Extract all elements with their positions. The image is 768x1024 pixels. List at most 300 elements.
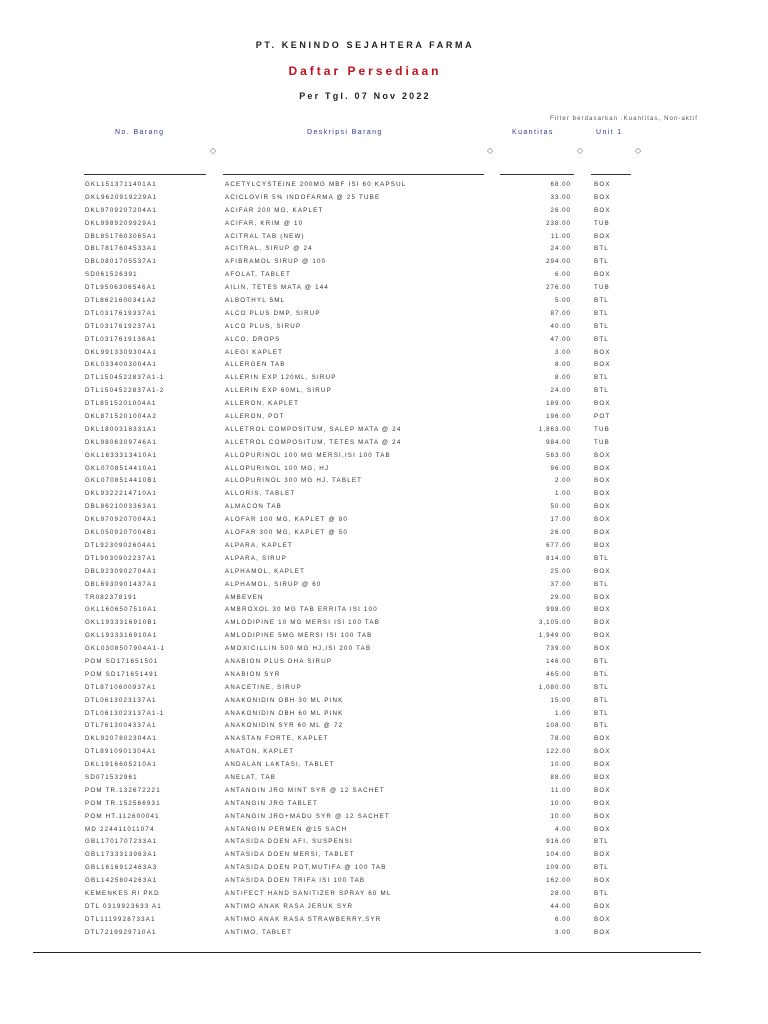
item-quantity: 5.00 bbox=[554, 297, 571, 305]
item-unit: BOX bbox=[594, 877, 611, 885]
item-description: ALCO PLUS DMP, SIRUP bbox=[225, 309, 321, 317]
table-row[interactable] bbox=[0, 361, 768, 374]
item-number: GKL1513711401A1 bbox=[85, 181, 157, 188]
item-description: ACETYLCYSTEINE 200MG MBF ISI 60 KAPSUL bbox=[225, 181, 407, 188]
item-quantity: 33.00 bbox=[550, 193, 571, 201]
item-quantity: 28.00 bbox=[550, 889, 571, 897]
item-quantity: 24.00 bbox=[550, 387, 571, 395]
item-unit: TUB bbox=[594, 284, 610, 292]
item-description: AILIN, TETES MATA @ 144 bbox=[225, 284, 330, 292]
item-quantity: 26.00 bbox=[550, 529, 571, 537]
item-number: DKL9913309304A1 bbox=[85, 348, 158, 356]
column-divider bbox=[223, 174, 484, 175]
item-description: ACICLOVIR 5% INDOFARMA @ 25 TUBE bbox=[225, 193, 381, 201]
item-description: ALOFAR 100 MG, KAPLET @ 80 bbox=[225, 516, 348, 524]
table-row[interactable] bbox=[0, 632, 768, 645]
item-number: DBL0801705537A1 bbox=[85, 258, 158, 266]
table-row[interactable] bbox=[0, 594, 768, 607]
item-number: DTL1504522837A1-2 bbox=[85, 387, 165, 395]
item-description: ANTASIDA DOEN MERSI, TABLET bbox=[225, 851, 355, 859]
item-number: DTL 0319923633 A1 bbox=[85, 902, 162, 910]
item-description: ANAKONIDIN OBH 30 ML PINK bbox=[225, 696, 344, 704]
sort-icon[interactable]: ◇ bbox=[635, 146, 642, 155]
item-description: ALLETROL COMPOSITUM, TETES MATA @ 24 bbox=[225, 438, 402, 446]
item-description: ALOFAR 300 MG, KAPLET @ 50 bbox=[225, 529, 348, 537]
item-number: DKL9207802304A1 bbox=[85, 735, 158, 743]
table-row[interactable] bbox=[0, 581, 768, 594]
item-description: ANELAT, TAB bbox=[225, 773, 277, 781]
item-description: AMBEVEN bbox=[225, 593, 264, 601]
item-unit: BOX bbox=[594, 606, 611, 614]
item-unit: BOX bbox=[594, 593, 611, 601]
item-description: ALLOPURINOL 300 MG HJ, TABLET bbox=[225, 477, 363, 485]
item-unit: TUB bbox=[594, 219, 610, 227]
item-quantity: 108.00 bbox=[546, 722, 571, 730]
item-description: ACITRAL TAB (NEW) bbox=[225, 232, 305, 240]
column-header-no-barang[interactable]: No. Barang bbox=[115, 129, 165, 136]
item-description: ACIFAR, KRIM @ 10 bbox=[225, 219, 304, 227]
item-unit: BOX bbox=[594, 645, 611, 653]
item-quantity: 78.00 bbox=[550, 735, 571, 743]
item-description: ANTIMO ANAK RASA STRAWBERRY,SYR bbox=[225, 915, 382, 923]
item-unit: BTL bbox=[594, 322, 609, 330]
item-number: GBL1425804263A1 bbox=[85, 877, 158, 885]
table-row[interactable] bbox=[0, 271, 768, 284]
column-divider bbox=[500, 174, 574, 175]
item-unit: BOX bbox=[594, 490, 611, 498]
item-quantity: 196.00 bbox=[546, 413, 571, 421]
item-number: KEMENKES RI PKD bbox=[85, 889, 160, 897]
item-description: ALBOTHYL 5ML bbox=[225, 297, 286, 305]
item-unit: BTL bbox=[594, 696, 609, 704]
item-number: DTL1504522837A1-1 bbox=[85, 374, 165, 382]
item-number: GKL0308507904A1-1 bbox=[85, 645, 166, 653]
item-number: DKL9709207004A1 bbox=[85, 516, 158, 524]
item-number: DBL7817604533A1 bbox=[85, 245, 158, 253]
item-quantity: 814.00 bbox=[546, 554, 571, 562]
report-title: Daftar Persediaan bbox=[288, 64, 442, 78]
table-row[interactable] bbox=[0, 426, 768, 439]
item-description: ALPHAMOL, KAPLET bbox=[225, 567, 306, 575]
item-unit: BOX bbox=[594, 181, 611, 188]
item-quantity: 563.00 bbox=[546, 451, 571, 459]
column-divider bbox=[591, 174, 631, 175]
item-unit: BTL bbox=[594, 374, 609, 382]
table-row[interactable] bbox=[0, 220, 768, 233]
sort-icon[interactable]: ◇ bbox=[487, 146, 494, 155]
item-quantity: 6.00 bbox=[554, 915, 571, 923]
table-row[interactable] bbox=[0, 555, 768, 568]
item-unit: BTL bbox=[594, 335, 609, 343]
item-unit: BOX bbox=[594, 761, 611, 769]
item-unit: BOX bbox=[594, 567, 611, 575]
table-row[interactable] bbox=[0, 490, 768, 503]
table-row[interactable] bbox=[0, 735, 768, 748]
item-unit: BOX bbox=[594, 232, 611, 240]
item-quantity: 276.00 bbox=[546, 284, 571, 292]
item-description: ANASTAN FORTE, KAPLET bbox=[225, 735, 329, 743]
item-unit: BOX bbox=[594, 928, 611, 936]
table-row[interactable] bbox=[0, 877, 768, 890]
item-quantity: 50.00 bbox=[550, 503, 571, 511]
item-number: POM HT.112600041 bbox=[85, 812, 160, 820]
table-row[interactable] bbox=[0, 323, 768, 336]
table-row[interactable] bbox=[0, 387, 768, 400]
table-row[interactable] bbox=[0, 800, 768, 813]
item-number: DTL8710600937A1 bbox=[85, 683, 157, 691]
item-quantity: 10.00 bbox=[550, 812, 571, 820]
item-unit: BOX bbox=[594, 735, 611, 743]
item-quantity: 739.00 bbox=[546, 645, 571, 653]
item-description: ANTIFECT HAND SANITIZER SPRAY 60 ML bbox=[225, 889, 392, 897]
item-unit: BOX bbox=[594, 902, 611, 910]
item-quantity: 87.00 bbox=[550, 309, 571, 317]
table-row[interactable] bbox=[0, 697, 768, 710]
item-number: DTL7219929710A1 bbox=[85, 928, 157, 936]
item-number: DBL8621003363A1 bbox=[85, 503, 158, 511]
item-description: AMLODIPINE 10 MG MERSI ISI 100 TAB bbox=[225, 619, 381, 627]
item-quantity: 10.00 bbox=[550, 799, 571, 807]
table-row[interactable] bbox=[0, 619, 768, 632]
table-row[interactable] bbox=[0, 890, 768, 903]
table-row[interactable] bbox=[0, 864, 768, 877]
item-quantity: 17.00 bbox=[550, 516, 571, 524]
table-row[interactable] bbox=[0, 181, 768, 194]
item-number: DTL9230902604A1 bbox=[85, 541, 157, 549]
table-row[interactable] bbox=[0, 710, 768, 723]
item-number: DTL9030902237A1 bbox=[85, 554, 157, 562]
item-quantity: 44.00 bbox=[550, 902, 571, 910]
footer-rule bbox=[33, 952, 701, 953]
item-number: DKL1916605210A1 bbox=[85, 761, 158, 769]
item-unit: BOX bbox=[594, 632, 611, 640]
item-quantity: 2.00 bbox=[554, 477, 571, 485]
item-unit: BTL bbox=[594, 709, 609, 717]
table-row[interactable] bbox=[0, 452, 768, 465]
item-number: DBL8517603065A1 bbox=[85, 232, 158, 240]
column-divider bbox=[84, 174, 206, 175]
item-unit: BTL bbox=[594, 387, 609, 395]
item-quantity: 189.00 bbox=[546, 400, 571, 408]
item-quantity: 3,105.00 bbox=[538, 619, 571, 627]
item-unit: BOX bbox=[594, 400, 611, 408]
item-number: GBL1701707233A1 bbox=[85, 838, 158, 846]
item-unit: BOX bbox=[594, 915, 611, 923]
item-unit: BOX bbox=[594, 361, 611, 369]
column-header-kuantitas[interactable]: Kuantitas bbox=[512, 129, 554, 136]
item-description: ANTIMO ANAK RASA JERUK SYR bbox=[225, 902, 354, 910]
item-description: ANTANGIN PERMEN @15 SACH bbox=[225, 825, 348, 833]
item-unit: BOX bbox=[594, 193, 611, 201]
item-description: ANAKONIDIN OBH 60 ML PINK bbox=[225, 709, 344, 717]
table-row[interactable] bbox=[0, 477, 768, 490]
column-header-unit[interactable]: Unit 1 bbox=[596, 129, 623, 136]
item-unit: BOX bbox=[594, 799, 611, 807]
item-quantity: 11.00 bbox=[550, 232, 571, 240]
item-unit: BOX bbox=[594, 786, 611, 794]
table-row[interactable] bbox=[0, 284, 768, 297]
column-header-deskripsi[interactable]: Deskripsi Barang bbox=[307, 129, 383, 136]
item-quantity: 24.00 bbox=[550, 245, 571, 253]
item-unit: BTL bbox=[594, 889, 609, 897]
item-unit: BTL bbox=[594, 864, 609, 872]
item-description: ALMACON TAB bbox=[225, 503, 282, 511]
item-unit: BTL bbox=[594, 670, 609, 678]
item-description: AFOLAT, TABLET bbox=[225, 271, 291, 279]
item-number: DTL0613023137A1 bbox=[85, 696, 157, 704]
item-description: ANTANGIN JRG TABLET bbox=[225, 799, 318, 807]
item-description: ALLERGEN TAB bbox=[225, 361, 286, 369]
item-unit: BOX bbox=[594, 773, 611, 781]
item-unit: BOX bbox=[594, 541, 611, 549]
item-unit: BTL bbox=[594, 309, 609, 317]
item-unit: BOX bbox=[594, 464, 611, 472]
item-number: SD071532961 bbox=[85, 773, 138, 781]
item-quantity: 8.00 bbox=[554, 361, 571, 369]
item-description: ANACETINE, SIRUP bbox=[225, 683, 302, 691]
item-description: ANDALAN LAKTASI, TABLET bbox=[225, 761, 335, 769]
item-number: DKL0509207004B1 bbox=[85, 529, 158, 537]
item-number: SD061526391 bbox=[85, 271, 138, 279]
item-quantity: 109.00 bbox=[546, 864, 571, 872]
item-quantity: 677.00 bbox=[546, 541, 571, 549]
item-quantity: 162.00 bbox=[546, 877, 571, 885]
item-number: DTL8515201004A1 bbox=[85, 400, 157, 408]
table-row[interactable] bbox=[0, 658, 768, 671]
table-row[interactable] bbox=[0, 838, 768, 851]
item-unit: BTL bbox=[594, 297, 609, 305]
sort-icon[interactable]: ◇ bbox=[210, 146, 217, 155]
table-row[interactable] bbox=[0, 826, 768, 839]
item-description: AMBROXOL 30 MG TAB ERRITA ISI 100 bbox=[225, 606, 378, 614]
item-description: ANABION PLUS DHA SIRUP bbox=[225, 657, 333, 665]
item-number: DKL0334003004A1 bbox=[85, 361, 158, 369]
item-description: ALLETROL COMPOSITUM, SALEP MATA @ 24 bbox=[225, 425, 402, 433]
item-quantity: 3.00 bbox=[554, 928, 571, 936]
filter-note: Filter berdasarkan :Kuantitas, Non-aktif bbox=[549, 116, 698, 122]
item-unit: BOX bbox=[594, 825, 611, 833]
item-quantity: 122.00 bbox=[546, 748, 571, 756]
item-unit: BTL bbox=[594, 580, 609, 588]
table-row[interactable] bbox=[0, 929, 768, 942]
item-unit: BTL bbox=[594, 258, 609, 266]
table-row[interactable] bbox=[0, 787, 768, 800]
item-number: DTL1119928733A1 bbox=[85, 915, 156, 923]
item-description: ANTANGIN JRG MINT SYR @ 12 SACHET bbox=[225, 786, 385, 794]
item-description: ALCO PLUS, SIRUP bbox=[225, 322, 302, 330]
item-quantity: 1,080.00 bbox=[538, 683, 571, 691]
item-number: MD 224411011074 bbox=[85, 825, 155, 833]
item-number: GBL1733313963A1 bbox=[85, 851, 158, 859]
table-row[interactable] bbox=[0, 568, 768, 581]
item-number: DBL9230902704A1 bbox=[85, 567, 158, 575]
table-row[interactable] bbox=[0, 903, 768, 916]
item-description: ANTASIDA DOEN TRIFA ISI 100 TAB bbox=[225, 877, 366, 885]
item-quantity: 8.00 bbox=[554, 374, 571, 382]
item-quantity: 1,949.00 bbox=[538, 632, 571, 640]
table-row[interactable] bbox=[0, 194, 768, 207]
item-quantity: 26.00 bbox=[550, 206, 571, 214]
item-unit: TUB bbox=[594, 425, 610, 433]
item-unit: BOX bbox=[594, 271, 611, 279]
item-unit: BOX bbox=[594, 529, 611, 537]
item-number: GKL1633313410A1 bbox=[85, 451, 158, 459]
table-row[interactable] bbox=[0, 297, 768, 310]
item-description: ACIFAR 200 MG, KAPLET bbox=[225, 206, 324, 214]
item-description: ALLOPURINOL 100 MG MERSI,ISI 100 TAB bbox=[225, 451, 391, 459]
item-description: ANAKONIDIN SYR 60 ML @ 72 bbox=[225, 722, 344, 730]
item-number: GKL1606507510A1 bbox=[85, 606, 158, 614]
table-row[interactable] bbox=[0, 645, 768, 658]
table-row[interactable] bbox=[0, 851, 768, 864]
item-number: DTL8621600341A2 bbox=[85, 297, 157, 305]
item-description: ANABION SYR bbox=[225, 670, 281, 678]
item-quantity: 47.00 bbox=[550, 335, 571, 343]
item-description: ALPHAMOL, SIRUP @ 60 bbox=[225, 580, 322, 588]
item-description: ACITRAL, SIRUP @ 24 bbox=[225, 245, 313, 253]
item-number: GKL0708514410A1 bbox=[85, 464, 158, 472]
inventory-table bbox=[0, 181, 768, 942]
item-description: ALLORIS, TABLET bbox=[225, 490, 296, 498]
table-row[interactable] bbox=[0, 748, 768, 761]
item-quantity: 998.00 bbox=[546, 606, 571, 614]
item-number: POM TR.132672221 bbox=[85, 786, 161, 794]
item-number: DTL7613004337A1 bbox=[85, 722, 157, 730]
item-unit: BTL bbox=[594, 554, 609, 562]
item-number: DKL8715201004A2 bbox=[85, 413, 158, 421]
table-row[interactable] bbox=[0, 439, 768, 452]
table-row[interactable] bbox=[0, 207, 768, 220]
item-quantity: 88.00 bbox=[550, 773, 571, 781]
item-quantity: 4.00 bbox=[554, 825, 571, 833]
table-row[interactable] bbox=[0, 233, 768, 246]
item-number: DKL9806309746A1 bbox=[85, 438, 158, 446]
item-unit: BOX bbox=[594, 748, 611, 756]
item-description: ALLERIN EXP 120ML, SIRUP bbox=[225, 374, 337, 382]
table-row[interactable] bbox=[0, 529, 768, 542]
table-row[interactable] bbox=[0, 606, 768, 619]
table-row[interactable] bbox=[0, 258, 768, 271]
item-number: DTL0613023137A1-1 bbox=[85, 709, 165, 717]
table-row[interactable] bbox=[0, 542, 768, 555]
table-row[interactable] bbox=[0, 336, 768, 349]
item-quantity: 1.00 bbox=[554, 490, 571, 498]
item-quantity: 10.00 bbox=[550, 761, 571, 769]
item-number: GKL1933316910B1 bbox=[85, 619, 158, 627]
item-description: ALLERON, POT bbox=[225, 413, 285, 421]
item-number: POM TR.152566931 bbox=[85, 799, 161, 807]
table-row[interactable] bbox=[0, 310, 768, 323]
table-row[interactable] bbox=[0, 503, 768, 516]
item-unit: BTL bbox=[594, 838, 609, 846]
item-quantity: 104.00 bbox=[546, 851, 571, 859]
item-unit: BOX bbox=[594, 812, 611, 820]
item-quantity: 1,863.00 bbox=[538, 425, 571, 433]
table-row[interactable] bbox=[0, 400, 768, 413]
company-name: PT. KENINDO SEJAHTERA FARMA bbox=[255, 40, 475, 50]
table-row[interactable] bbox=[0, 349, 768, 362]
item-quantity: 29.00 bbox=[550, 593, 571, 601]
item-quantity: 40.00 bbox=[550, 322, 571, 330]
item-quantity: 96.00 bbox=[550, 464, 571, 472]
item-quantity: 146.00 bbox=[546, 657, 571, 665]
item-unit: BOX bbox=[594, 477, 611, 485]
table-row[interactable] bbox=[0, 916, 768, 929]
item-number: GBL1616912463A3 bbox=[85, 864, 158, 872]
item-number: GKL0708514410B1 bbox=[85, 477, 158, 485]
table-row[interactable] bbox=[0, 684, 768, 697]
table-row[interactable] bbox=[0, 245, 768, 258]
item-unit: BOX bbox=[594, 851, 611, 859]
item-description: ALPARA, SIRUP bbox=[225, 554, 287, 562]
item-number: DTL9506306546A1 bbox=[85, 284, 157, 292]
item-number: POM SD171651491 bbox=[85, 670, 159, 678]
item-description: AFIBRAMOL SIRUP @ 100 bbox=[225, 258, 327, 266]
item-number: GKL9620919229A1 bbox=[85, 193, 158, 201]
item-unit: BTL bbox=[594, 722, 609, 730]
item-number: DTL0317619237A1 bbox=[85, 322, 157, 330]
item-unit: TUB bbox=[594, 438, 610, 446]
item-description: ALEGI KAPLET bbox=[225, 348, 284, 356]
item-unit: POT bbox=[594, 413, 611, 421]
item-description: AMOXICILLIN 500 MG HJ,ISI 200 TAB bbox=[225, 645, 372, 653]
item-unit: BTL bbox=[594, 245, 609, 253]
item-number: DTL0317619136A1 bbox=[85, 335, 157, 343]
table-row[interactable] bbox=[0, 671, 768, 684]
item-unit: BTL bbox=[594, 657, 609, 665]
item-description: ANTASIDA DOEN AFI, SUSPENSI bbox=[225, 838, 353, 846]
item-unit: BOX bbox=[594, 516, 611, 524]
item-unit: BOX bbox=[594, 206, 611, 214]
item-quantity: 294.00 bbox=[546, 258, 571, 266]
sort-icon[interactable]: ◇ bbox=[577, 146, 584, 155]
item-quantity: 25.00 bbox=[550, 567, 571, 575]
item-quantity: 11.00 bbox=[550, 786, 571, 794]
table-row[interactable] bbox=[0, 761, 768, 774]
table-row[interactable] bbox=[0, 722, 768, 735]
item-quantity: 6.00 bbox=[554, 271, 571, 279]
table-row[interactable] bbox=[0, 774, 768, 787]
item-quantity: 984.00 bbox=[546, 438, 571, 446]
item-quantity: 68.00 bbox=[550, 181, 571, 188]
item-number: TR082378191 bbox=[85, 593, 138, 601]
item-number: POM SD171651501 bbox=[85, 657, 159, 665]
table-row[interactable] bbox=[0, 374, 768, 387]
item-description: ALLERIN EXP 60ML, SIRUP bbox=[225, 387, 332, 395]
item-description: ALCO, DROPS bbox=[225, 335, 281, 343]
item-description: ANATON, KAPLET bbox=[225, 748, 295, 756]
item-unit: BOX bbox=[594, 619, 611, 627]
item-description: ALLOPURINOL 100 MG, HJ bbox=[225, 464, 330, 472]
item-number: DKL1800318331A1 bbox=[85, 425, 158, 433]
item-description: ALLERON, KAPLET bbox=[225, 400, 300, 408]
table-row[interactable] bbox=[0, 413, 768, 426]
item-number: GKL1933316910A1 bbox=[85, 632, 158, 640]
item-number: DKL9322214710A1 bbox=[85, 490, 158, 498]
item-unit: BOX bbox=[594, 451, 611, 459]
item-quantity: 37.00 bbox=[550, 580, 571, 588]
item-description: AMLODIPINE 5MG MERSI ISI 100 TAB bbox=[225, 632, 373, 640]
item-unit: BTL bbox=[594, 683, 609, 691]
item-quantity: 15.00 bbox=[550, 696, 571, 704]
table-row[interactable] bbox=[0, 516, 768, 529]
item-description: ANTASIDA DOEN POT,MUTIFA @ 100 TAB bbox=[225, 864, 387, 872]
report-date: Per Tgl. 07 Nov 2022 bbox=[299, 91, 431, 101]
item-description: ANTANGIN JRG+MADU SYR @ 12 SACHET bbox=[225, 812, 390, 820]
table-row[interactable] bbox=[0, 813, 768, 826]
table-row[interactable] bbox=[0, 465, 768, 478]
item-quantity: 916.00 bbox=[546, 838, 571, 846]
